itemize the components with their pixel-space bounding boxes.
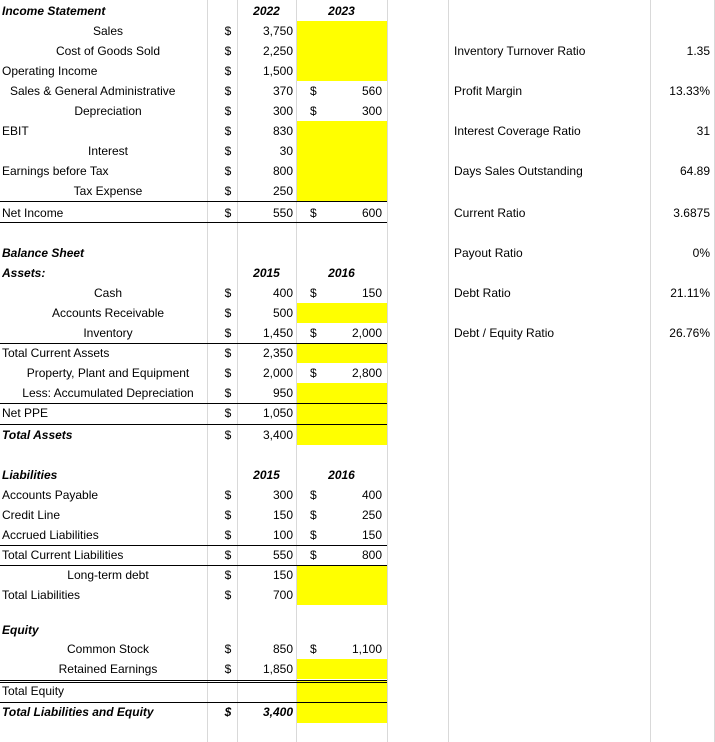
balance-sheet-title: Balance Sheet xyxy=(2,246,85,260)
liability-value-2015[interactable]: 100 xyxy=(272,528,293,542)
ratio-label: Days Sales Outstanding xyxy=(454,164,583,178)
liability-row-label: Total Liabilities xyxy=(2,588,81,602)
income-row-label: Net Income xyxy=(2,206,64,220)
asset-row-label: Less: Accumulated Depreciation xyxy=(22,386,194,400)
liabilities-year-2: 2016 xyxy=(328,468,355,482)
ratio-value[interactable]: 31 xyxy=(696,124,710,138)
equity-row-label: Common Stock xyxy=(66,642,150,656)
input-cell-highlight[interactable] xyxy=(297,121,387,201)
row-border xyxy=(0,565,387,566)
currency-symbol: $ xyxy=(224,642,232,656)
ratio-label: Current Ratio xyxy=(454,206,526,220)
input-cell-highlight[interactable] xyxy=(297,343,387,363)
ratio-value[interactable]: 64.89 xyxy=(679,164,710,178)
currency-symbol: $ xyxy=(224,326,232,340)
ratio-label: Debt / Equity Ratio xyxy=(454,326,555,340)
equity-value-2016[interactable]: 1,100 xyxy=(351,642,382,656)
asset-value-2016[interactable]: 2,800 xyxy=(351,366,382,380)
asset-row-label: Accounts Receivable xyxy=(51,306,165,320)
income-value-2022[interactable]: 370 xyxy=(272,84,293,98)
liability-value-2015[interactable]: 150 xyxy=(272,508,293,522)
asset-row-label: Total Assets xyxy=(2,428,73,442)
liability-row-label: Credit Line xyxy=(2,508,61,522)
gridline xyxy=(296,0,297,742)
balance-year-2: 2016 xyxy=(328,266,355,280)
income-row-label: Cost of Goods Sold xyxy=(55,44,161,58)
currency-symbol: $ xyxy=(310,366,317,380)
ratio-label: Debt Ratio xyxy=(454,286,511,300)
currency-symbol: $ xyxy=(224,386,232,400)
ratio-label: Payout Ratio xyxy=(454,246,523,260)
income-value-2022[interactable]: 1,500 xyxy=(262,64,293,78)
ratio-label: Interest Coverage Ratio xyxy=(454,124,581,138)
asset-value-2016[interactable]: 2,000 xyxy=(351,326,382,340)
currency-symbol: $ xyxy=(224,528,232,542)
currency-symbol: $ xyxy=(310,206,317,220)
currency-symbol: $ xyxy=(310,286,317,300)
currency-symbol: $ xyxy=(224,286,232,300)
income-row-label: Operating Income xyxy=(2,64,98,78)
currency-symbol: $ xyxy=(224,306,232,320)
liability-value-2016[interactable]: 150 xyxy=(361,528,382,542)
input-cell-highlight[interactable] xyxy=(297,659,387,679)
equity-title: Equity xyxy=(2,623,39,637)
gridline xyxy=(387,0,388,742)
currency-symbol: $ xyxy=(224,488,232,502)
currency-symbol: $ xyxy=(224,104,232,118)
currency-symbol: $ xyxy=(224,548,232,562)
ratio-label: Profit Margin xyxy=(454,84,523,98)
income-value-2022[interactable]: 3,750 xyxy=(262,24,293,38)
liability-row-label: Accounts Payable xyxy=(2,488,99,502)
asset-value-2015[interactable]: 2,000 xyxy=(262,366,293,380)
income-value-2022[interactable]: 830 xyxy=(272,124,293,138)
asset-row-label: Total Current Assets xyxy=(2,346,110,360)
row-border xyxy=(0,680,387,681)
income-value-2023[interactable]: 300 xyxy=(361,104,382,118)
balance-year-1: 2015 xyxy=(253,266,280,280)
ratio-value[interactable]: 21.11% xyxy=(670,286,710,300)
liability-value-2015[interactable]: 300 xyxy=(272,488,293,502)
currency-symbol: $ xyxy=(224,206,232,220)
currency-symbol: $ xyxy=(224,144,232,158)
currency-symbol: $ xyxy=(224,428,232,442)
income-value-2023[interactable]: 560 xyxy=(361,84,382,98)
income-year-1: 2022 xyxy=(253,4,280,18)
income-row-label: Sales xyxy=(92,24,124,38)
currency-symbol: $ xyxy=(224,406,232,420)
liability-value-2015[interactable]: 150 xyxy=(272,568,293,582)
row-border xyxy=(0,545,387,546)
asset-value-2015[interactable]: 2,350 xyxy=(262,346,293,360)
income-value-2022[interactable]: 300 xyxy=(272,104,293,118)
ratio-label: Inventory Turnover Ratio xyxy=(454,44,586,58)
row-border xyxy=(0,343,387,344)
currency-symbol: $ xyxy=(310,488,317,502)
asset-value-2015[interactable]: 950 xyxy=(272,386,293,400)
asset-value-2015[interactable]: 1,450 xyxy=(262,326,293,340)
ratio-value[interactable]: 0% xyxy=(692,246,710,260)
input-cell-highlight[interactable] xyxy=(297,681,387,703)
liabilities-year-1: 2015 xyxy=(253,468,280,482)
currency-symbol: $ xyxy=(224,568,232,582)
gridline xyxy=(650,0,651,742)
asset-value-2015[interactable]: 500 xyxy=(272,306,293,320)
currency-symbol: $ xyxy=(310,548,317,562)
ratio-value[interactable]: 1.35 xyxy=(686,44,710,58)
currency-symbol: $ xyxy=(224,124,232,138)
income-row-label: EBIT xyxy=(2,124,29,138)
assets-heading: Assets: xyxy=(2,266,46,280)
currency-symbol: $ xyxy=(310,104,317,118)
currency-symbol: $ xyxy=(224,84,232,98)
currency-symbol: $ xyxy=(310,528,317,542)
liability-value-2016[interactable]: 250 xyxy=(361,508,382,522)
row-border xyxy=(0,201,387,202)
currency-symbol: $ xyxy=(224,662,232,676)
input-cell-highlight[interactable] xyxy=(297,21,387,81)
income-row-label: Interest xyxy=(87,144,129,158)
currency-symbol: $ xyxy=(224,164,232,178)
income-value-2023[interactable]: 600 xyxy=(361,206,382,220)
income-value-2022[interactable]: 2,250 xyxy=(262,44,293,58)
income-statement-title: Income Statement xyxy=(2,4,106,18)
income-value-2022[interactable]: 550 xyxy=(272,206,293,220)
row-border xyxy=(0,403,387,404)
liability-row-label: Total Current Liabilities xyxy=(2,548,124,562)
income-value-2022[interactable]: 800 xyxy=(272,164,293,178)
equity-row-label: Retained Earnings xyxy=(58,662,158,676)
currency-symbol: $ xyxy=(310,84,317,98)
currency-symbol: $ xyxy=(310,326,317,340)
income-year-2: 2023 xyxy=(328,4,355,18)
input-cell-highlight[interactable] xyxy=(297,703,387,723)
income-row-label: Tax Expense xyxy=(73,184,143,198)
row-border xyxy=(0,222,387,223)
income-value-2022[interactable]: 30 xyxy=(279,144,293,158)
income-value-2022[interactable]: 250 xyxy=(272,184,293,198)
liability-row-label: Long-term debt xyxy=(67,568,149,582)
liability-row-label: Accrued Liabilities xyxy=(2,528,99,542)
ratio-value[interactable]: 3.6875 xyxy=(673,206,710,220)
asset-value-2015[interactable]: 1,050 xyxy=(262,406,293,420)
asset-row-label: Cash xyxy=(93,286,122,300)
asset-row-label: Property, Plant and Equipment xyxy=(26,366,190,380)
currency-symbol: $ xyxy=(310,642,317,656)
currency-symbol: $ xyxy=(224,588,232,602)
currency-symbol: $ xyxy=(224,705,232,719)
equity-value-2015[interactable]: 850 xyxy=(272,642,293,656)
income-row-label: Earnings before Tax xyxy=(2,164,109,178)
income-row-label: Sales & General Administrative xyxy=(10,84,176,98)
currency-symbol: $ xyxy=(224,366,232,380)
currency-symbol: $ xyxy=(224,64,232,78)
asset-value-2016[interactable]: 150 xyxy=(361,286,382,300)
equity-row-label: Total Liabilities and Equity xyxy=(2,705,154,719)
row-border xyxy=(0,424,387,425)
income-row-label: Depreciation xyxy=(74,104,142,118)
currency-symbol: $ xyxy=(224,508,232,522)
equity-value-2015[interactable]: 1,850 xyxy=(262,662,293,676)
asset-value-2015[interactable]: 3,400 xyxy=(262,428,293,442)
input-cell-highlight[interactable] xyxy=(297,383,387,445)
asset-value-2015[interactable]: 400 xyxy=(272,286,293,300)
liability-value-2015[interactable]: 700 xyxy=(272,588,293,602)
liability-value-2015[interactable]: 550 xyxy=(272,548,293,562)
input-cell-highlight[interactable] xyxy=(297,565,387,605)
asset-row-label: Net PPE xyxy=(2,406,49,420)
row-border xyxy=(0,702,387,703)
currency-symbol: $ xyxy=(310,508,317,522)
equity-value-2015[interactable]: 3,400 xyxy=(262,705,293,719)
row-border xyxy=(0,682,387,683)
currency-symbol: $ xyxy=(224,24,232,38)
liabilities-title: Liabilities xyxy=(2,468,58,482)
equity-row-label: Total Equity xyxy=(2,684,65,698)
liability-value-2016[interactable]: 400 xyxy=(361,488,382,502)
ratio-value[interactable]: 26.76% xyxy=(669,326,710,340)
currency-symbol: $ xyxy=(224,184,232,198)
gridline xyxy=(448,0,449,742)
currency-symbol: $ xyxy=(224,346,232,360)
asset-row-label: Inventory xyxy=(83,326,133,340)
ratio-value[interactable]: 13.33% xyxy=(669,84,710,98)
liability-value-2016[interactable]: 800 xyxy=(361,548,382,562)
currency-symbol: $ xyxy=(224,44,232,58)
input-cell-highlight[interactable] xyxy=(297,303,387,323)
